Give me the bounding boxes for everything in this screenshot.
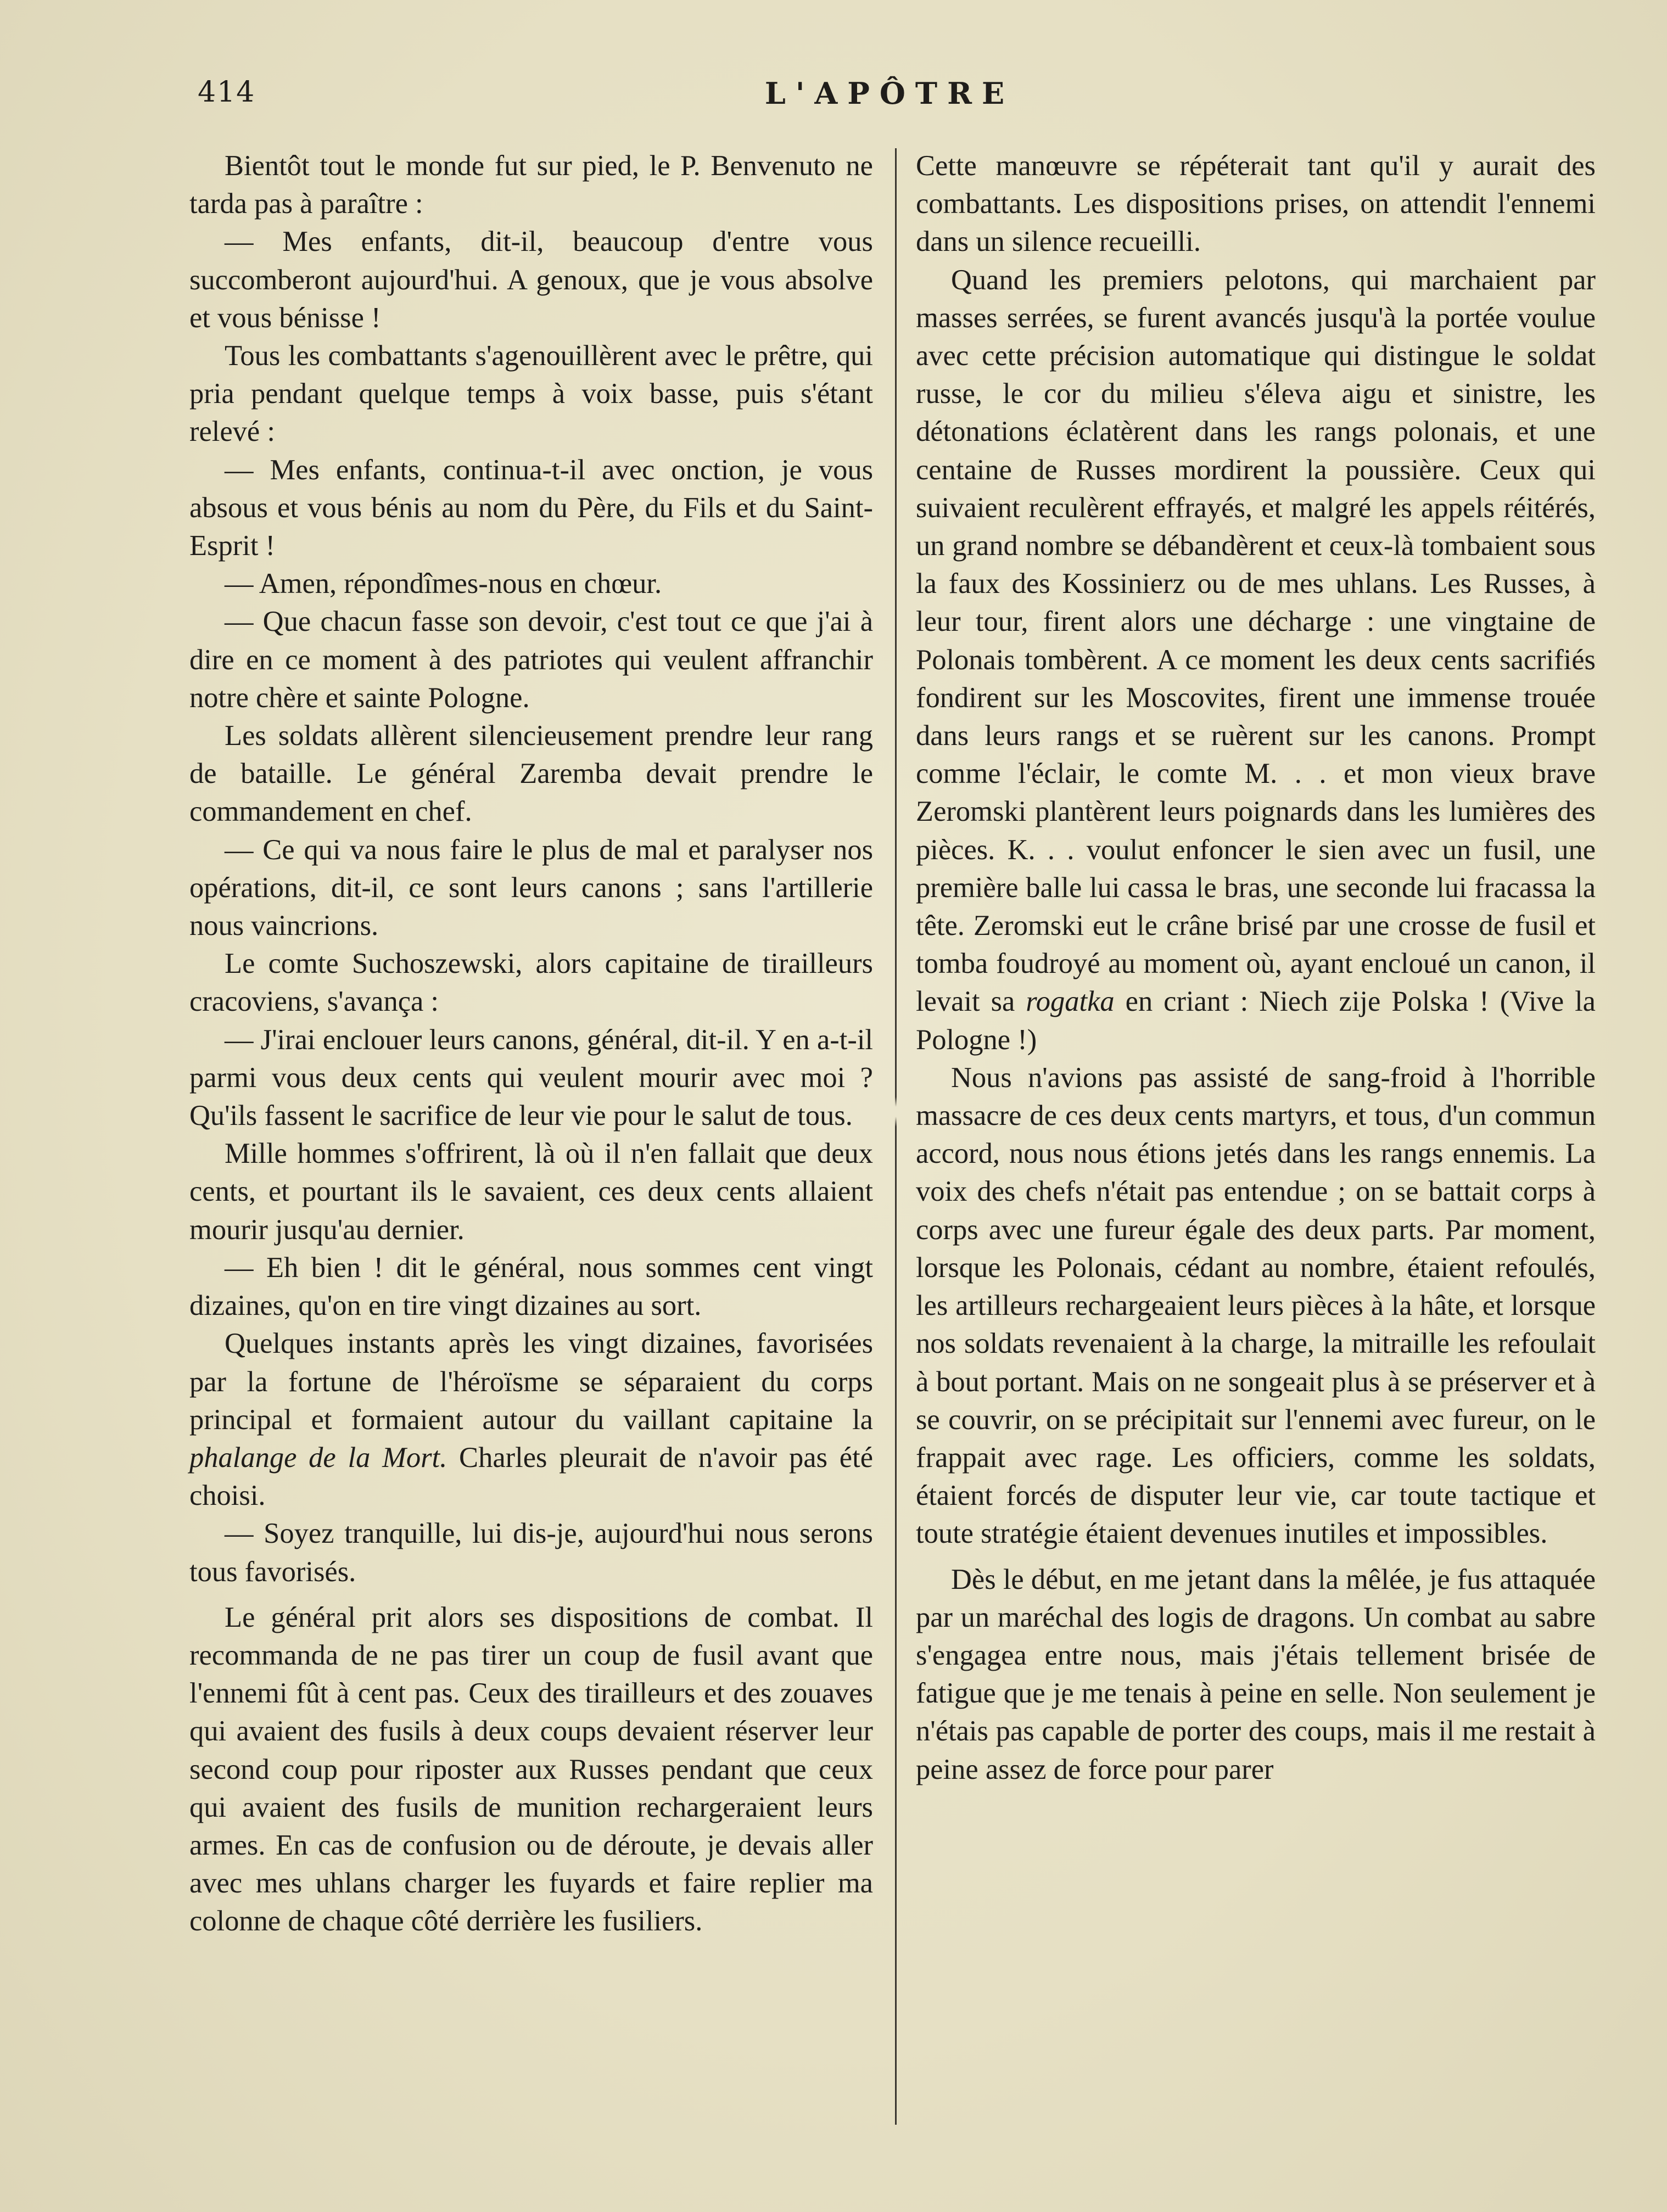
paragraph-text: Bientôt tout le monde fut sur pied, le P. Benvenuto ne tarda pas à paraître :: [189, 150, 873, 220]
paragraph: [189, 1021, 873, 1135]
left-text-column: [189, 147, 873, 1941]
paragraph-text: — Mes enfants, dit-il, beaucoup d'entre vous succomberont aujourd'hui. A genoux, que je vous absolve et vous bénisse !: [189, 226, 873, 334]
right-text-column: [916, 147, 1596, 1789]
paragraph: [189, 147, 873, 223]
paragraph-text: — Ce qui va nous faire le plus de mal et paralyser nos opérations, dit-il, ce sont leurs canons ; sans l'artillerie nous vaincrions.: [189, 833, 873, 942]
paragraph: [916, 261, 1596, 1059]
paragraph: [189, 565, 873, 603]
paragraph: [189, 1599, 873, 1941]
paragraph: [189, 1135, 873, 1249]
paragraph: [189, 945, 873, 1021]
page-header: [198, 70, 1581, 120]
column-divider: [895, 148, 897, 2125]
paragraph-text-continued: Charles pleurait de n'avoir pas été choisi.: [189, 1441, 873, 1512]
paragraph-text: Quand les premiers pelotons, qui marchaient par masses serrées, se furent avancés jusqu'à la portée voulue avec cette précision automatique qui distingue le soldat russe, le cor du milieu s'éleva aigu et sinistre, les détonations éclatèrent dans les rangs polonais, et une centaine de Russes mordirent la poussière. Ceux qui suivaient reculèrent effrayés, et malgré les appels réitérés, un grand nombre se débandèrent et ceux-là tombaient sous la faux des Kossinierz ou de mes uhlans. Les Russes, à leur tour, firent alors une décharge : une vingtaine de Polonais tombèrent. A ce moment les deux cents sacrifiés fondirent sur les Moscovites, firent une immense trouée dans leurs rangs et se ruèrent sur les canons. Prompt comme l'éclair, le comte M. . . et mon vieux brave Zeromski plantèrent leurs poignards dans les lumières des pièces. K. . . voulut enfoncer le sien avec un fusil, une première balle lui cassa le bras, une seconde lui fracassa la tête. Zeromski eut le crâne brisé par une crosse de fusil et tomba foudroyé au moment où, ayant encloué un canon, il levait sa: [916, 264, 1596, 1018]
paragraph: [189, 337, 873, 451]
paragraph: [189, 1515, 873, 1591]
paragraph-text: Le général prit alors ses dispositions de combat. Il recommanda de ne pas tirer un coup de fusil avant que l'ennemi fût à cent pas. Ceux des tirailleurs et des zouaves qui avaient des fusils à deux coups devaient réserver leur second coup pour riposter aux Russes pendant que ceux qui avaient des fusils de munition rechargeraient leurs armes. En cas de confusion ou de déroute, je devais aller avec mes uhlans charger les fuyards et faire replier ma colonne de chaque côté derrière les fusiliers.: [189, 1601, 873, 1937]
paragraph: [189, 831, 873, 945]
paragraph: [916, 147, 1596, 261]
paragraph: [189, 717, 873, 831]
paragraph-text: — Eh bien ! dit le général, nous sommes cent vingt dizaines, qu'on en tire vingt dizaines au sort.: [189, 1251, 873, 1322]
paragraph-text: — Soyez tranquille, lui dis-je, aujourd'hui nous serons tous favorisés.: [189, 1517, 873, 1588]
paragraph-text: Cette manœuvre se répéterait tant qu'il y aurait des combattants. Les dispositions prises, on attendit l'ennemi dans un silence recueilli.: [916, 150, 1596, 258]
page-number: 414: [198, 76, 256, 109]
italic-phrase: phalange de la Mort.: [189, 1441, 447, 1474]
paragraph-text: Tous les combattants s'agenouillèrent avec le prêtre, qui pria pendant quelque temps à voix basse, puis s'étant relevé :: [189, 340, 873, 448]
paragraph-text: Quelques instants après les vingt dizaines, favorisées par la fortune de l'héroïsme se séparaient du corps principal et formaient autour du vaillant capitaine la: [189, 1328, 873, 1436]
paragraph: [189, 603, 873, 717]
paragraph: [189, 1249, 873, 1325]
paragraph-text: Mille hommes s'offrirent, là où il n'en fallait que deux cents, et pourtant ils le savaient, ces deux cents allaient mourir jusqu'au dernier.: [189, 1138, 873, 1246]
paragraph-text: Les soldats allèrent silencieusement prendre leur rang de bataille. Le général Zaremba devait prendre le commandement en chef.: [189, 720, 873, 828]
running-title: L'APÔTRE: [764, 76, 1015, 111]
paragraph: [916, 1561, 1596, 1789]
paragraph: [189, 1325, 873, 1515]
paragraph-text: — Amen, répondîmes-nous en chœur.: [225, 568, 662, 600]
paragraph-text: Dès le début, en me jetant dans la mêlée, je fus attaquée par un maréchal des logis de dragons. Un combat au sabre s'engagea entre nous, mais j'étais tellement brisée de fatigue que je me tenais à peine en selle. Non seulement je n'étais pas capable de porter des coups, mais il me restait à peine assez de force pour parer: [916, 1563, 1596, 1785]
paragraph-text: — J'irai enclouer leurs canons, général, dit-il. Y en a-t-il parmi vous deux cents qui veulent mourir avec moi ? Qu'ils fassent le sacrifice de leur vie pour le salut de tous.: [189, 1023, 873, 1132]
paragraph-text: — Que chacun fasse son devoir, c'est tout ce que j'ai à dire en ce moment à des patriotes qui veulent affranchir notre chère et sainte Pologne.: [189, 606, 873, 714]
paragraph: [189, 223, 873, 337]
paragraph: [189, 451, 873, 565]
italic-phrase: rogatka: [1026, 985, 1115, 1018]
paragraph: [916, 1059, 1596, 1553]
paragraph-text: Nous n'avions pas assisté de sang-froid à l'horrible massacre de ces deux cents martyrs, et tous, d'un commun accord, nous nous étions jetés dans les rangs ennemis. La voix des chefs n'était pas entendue ; on se battait corps à corps avec une fureur égale des deux parts. Par moment, lorsque les Polonais, cédant au nombre, étaient refoulés, les artilleurs rechargeaient leurs pièces à la hâte, et lorsque nos soldats revenaient à la charge, la mitraille les refoulait à bout portant. Mais on ne songeait plus à se préserver et à se couvrir, on se précipitait sur l'ennemi avec fureur, on le frappait avec rage. Les officiers, comme les soldats, étaient forcés de disputer leur vie, car toute tactique et toute stratégie étaient devenues inutiles et impossibles.: [916, 1061, 1596, 1550]
paragraph-text-continued: en criant : Niech zije Polska ! (Vive la Pologne !): [916, 985, 1596, 1056]
paragraph-text: — Mes enfants, continua-t-il avec onction, je vous absous et vous bénis au nom du Père, du Fils et du Saint-Esprit !: [189, 453, 873, 562]
paragraph-text: Le comte Suchoszewski, alors capitaine de tirailleurs cracoviens, s'avança :: [189, 948, 873, 1018]
